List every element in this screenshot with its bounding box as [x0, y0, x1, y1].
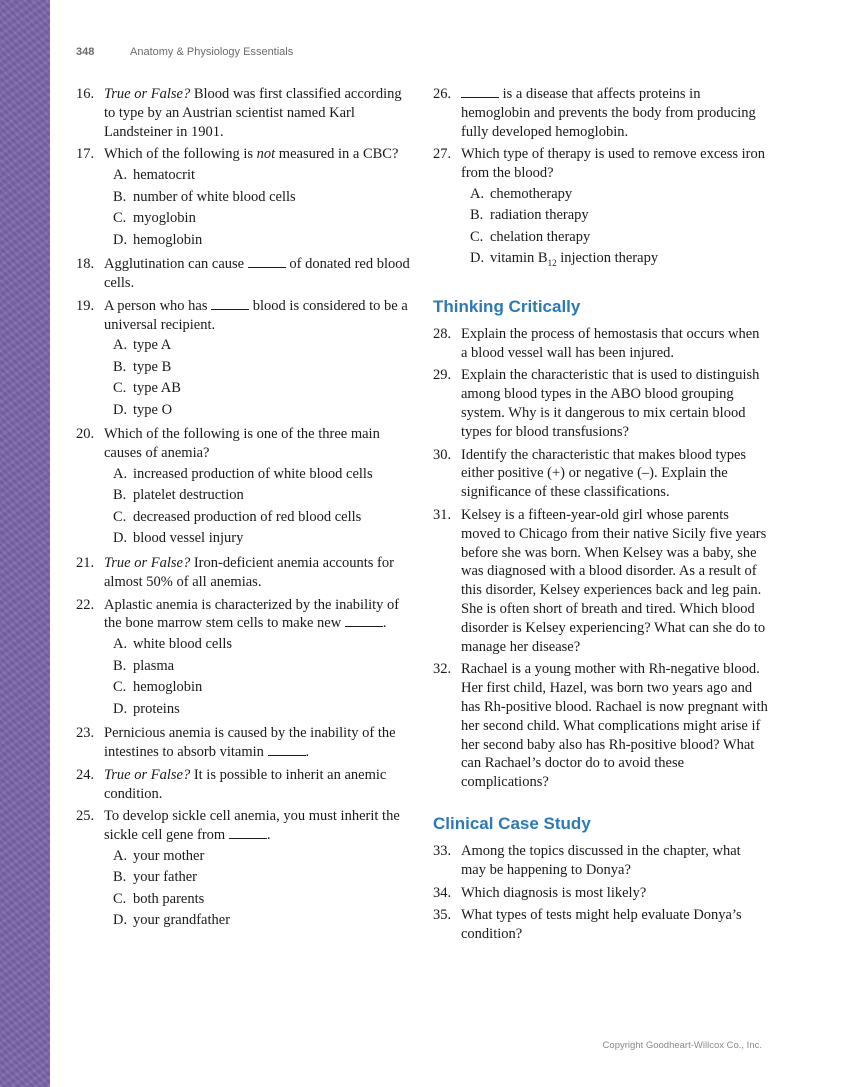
copyright-footer: Copyright Goodheart-Willcox Co., Inc. [602, 1040, 762, 1051]
question-text: Iron-deficient anemia accounts for almost 50% of all anemias. [104, 554, 394, 590]
question-text: Explain the characteristic that is used to distinguish among blood types in the ABO blood grouping system. Why is it dangerous to mix certain blood types for blood transfusions? [461, 367, 760, 440]
question-28 [433, 325, 768, 363]
question-number: 21. [76, 554, 95, 571]
question-text: Explain the process of hemostasis that occurs when a blood vessel wall has been injured. [461, 325, 760, 361]
question-number: 22. [76, 596, 95, 613]
option-letter: C. [113, 508, 127, 525]
question-number: 25. [76, 808, 95, 825]
question-number: 32. [433, 661, 452, 678]
question-text: Aplastic anemia is characterized by the inability of the bone marrow stem cells to make new [104, 596, 400, 632]
option-text: platelet destruction [133, 487, 244, 504]
option [113, 889, 416, 911]
question-18 [76, 255, 416, 293]
option-letter: D. [113, 231, 128, 248]
fill-in-blank [248, 255, 286, 268]
page-number: 348 [76, 46, 95, 58]
question-text: of donated red blood cells. [104, 256, 410, 291]
right-column [433, 85, 768, 948]
fill-in-blank [268, 743, 306, 756]
option-letter: C. [113, 210, 127, 227]
question-number: 31. [433, 507, 452, 524]
option [113, 400, 416, 422]
question-number: 16. [76, 86, 95, 102]
emphasis: not [256, 146, 276, 163]
question-number: 26. [433, 86, 452, 102]
option-text: chemotherapy [490, 185, 573, 202]
left-column [76, 85, 416, 936]
option-letter: C. [470, 228, 484, 245]
question-34 [433, 884, 768, 903]
question-text: is a disease that affects proteins in hemoglobin and prevents the body from producing fully developed hemoglobin. [461, 86, 756, 140]
question-text: A person who has [104, 297, 212, 314]
question-30 [433, 446, 768, 502]
option-letter: B. [113, 869, 127, 886]
question-number: 27. [433, 146, 452, 163]
fill-in-blank [229, 826, 267, 839]
option-letter: D. [113, 700, 128, 717]
option-text: increased production of white blood cells [133, 465, 373, 482]
question-text: Blood was first classified according to type by an Austrian scientist named Karl Landsteiner in 1901. [104, 86, 402, 140]
option [113, 464, 416, 486]
question-text: Rachael is a young mother with Rh-negative blood. Her first child, Hazel, was born two years ago and has Rh-positive blood. Rachael is now pregnant with her second child. What complications might arise if her second baby also has Rh-positive blood? What can Rachael’s doctor do to avoid these complications? [461, 661, 768, 791]
decorative-side-band [0, 0, 50, 1087]
option-letter: A. [113, 167, 128, 184]
option-text: your mother [133, 847, 205, 864]
option [470, 184, 768, 206]
option [113, 485, 416, 507]
option [113, 378, 416, 400]
option [113, 335, 416, 357]
option [113, 230, 416, 252]
question-number: 33. [433, 843, 452, 859]
options-list [461, 184, 768, 275]
option [113, 507, 416, 529]
true-false-lead: True or False? [104, 554, 191, 571]
option-letter: A. [113, 636, 128, 653]
option-letter: D. [113, 912, 128, 929]
option [113, 208, 416, 230]
option [113, 867, 416, 889]
option [113, 846, 416, 868]
book-title: Anatomy & Physiology Essentials [130, 46, 294, 58]
question-text: blood is considered to be a universal recipient. [104, 297, 408, 333]
option-letter: D. [113, 530, 128, 547]
option-letter: B. [470, 207, 484, 224]
question-35 [433, 906, 768, 944]
option-text: hemoglobin [133, 679, 203, 696]
question-text: Among the topics discussed in the chapter, what may be happening to Donya? [461, 843, 741, 878]
question-text: Pernicious anemia is caused by the inability of the intestines to absorb vitamin [104, 725, 396, 760]
question-26 [433, 85, 768, 141]
question-22 [76, 596, 416, 721]
options-list [104, 634, 416, 720]
fill-in-blank [345, 614, 383, 627]
option-text: your father [133, 869, 198, 886]
option [470, 205, 768, 227]
question-number: 20. [76, 426, 95, 443]
option-text: plasma [133, 657, 175, 674]
option-letter: B. [113, 487, 127, 504]
question-text: It is possible to inherit an anemic condition. [104, 766, 387, 802]
option [113, 634, 416, 656]
option-text: myoglobin [133, 210, 196, 227]
question-text: . [266, 827, 271, 844]
option-text: vitamin B [490, 250, 548, 267]
option-letter: C. [113, 679, 127, 696]
question-number: 28. [433, 325, 452, 342]
option [113, 187, 416, 209]
options-list [104, 335, 416, 421]
option-text: type A [133, 337, 172, 354]
option [470, 227, 768, 249]
question-32 [433, 660, 768, 792]
options-list [104, 165, 416, 251]
option [113, 528, 416, 550]
option-letter: C. [113, 380, 127, 397]
true-false-lead: True or False? [104, 766, 191, 783]
option-text: type B [133, 358, 172, 375]
option [113, 699, 416, 721]
subscript: 12 [547, 258, 557, 269]
option [113, 357, 416, 379]
option-letter: D. [113, 401, 128, 418]
question-text: Kelsey is a fifteen-year-old girl whose parents moved to Chicago from their native Sicily five years before she was born. When Kelsey was a baby, she was diagnosed with a blood disorder. As a result of this disorder, Kelsey experiences back and leg pain. She is often short of breath and tired. Which blood disorder is Kelsey experiencing? What can she do to manage her disease? [461, 507, 767, 655]
option [113, 656, 416, 678]
question-text: Which type of therapy is used to remove excess iron from the blood? [461, 146, 766, 182]
option-text: blood vessel injury [133, 530, 244, 547]
fill-in-blank [461, 85, 499, 98]
question-text: . [305, 743, 310, 760]
question-33 [433, 842, 768, 880]
option-text: hemoglobin [133, 231, 203, 248]
question-text: measured in a CBC? [275, 146, 399, 163]
options-list [104, 464, 416, 550]
question-text: Identify the characteristic that makes blood types either positive (+) or negative (–). Explain the significance of these classifications. [461, 446, 747, 501]
question-text: Agglutination can cause [104, 256, 248, 273]
option [113, 677, 416, 699]
option-letter: D. [470, 250, 485, 267]
question-27 [433, 145, 768, 274]
question-number: 23. [76, 725, 95, 742]
option-text: number of white blood cells [133, 188, 296, 205]
true-false-lead: True or False? [104, 86, 191, 102]
option-letter: B. [113, 358, 127, 375]
question-23 [76, 724, 416, 762]
question-21 [76, 554, 416, 592]
question-text: What types of tests might help evaluate Donya’s condition? [461, 907, 742, 943]
option-text: hematocrit [133, 167, 196, 184]
option [113, 910, 416, 932]
question-number: 19. [76, 297, 95, 314]
question-31 [433, 506, 768, 656]
question-number: 29. [433, 367, 452, 384]
options-list [104, 846, 416, 932]
option-text: proteins [133, 700, 180, 717]
option [113, 165, 416, 187]
question-25 [76, 807, 416, 932]
question-number: 24. [76, 766, 95, 783]
fill-in-blank [211, 297, 249, 310]
option-text: your grandfather [133, 912, 231, 929]
section-title-clinical-case-study: Clinical Case Study [433, 814, 591, 833]
option-letter: A. [470, 185, 485, 202]
question-number: 30. [433, 446, 452, 463]
option-letter: A. [113, 465, 128, 482]
option-letter: A. [113, 847, 128, 864]
question-24 [76, 766, 416, 804]
option-text: injection therapy [556, 250, 659, 267]
question-text: To develop sickle cell anemia, you must inherit the sickle cell gene from [104, 808, 400, 844]
question-29 [433, 366, 768, 441]
option-text: both parents [133, 890, 205, 907]
question-number: 18. [76, 256, 95, 273]
option-letter: B. [113, 657, 127, 674]
option [470, 248, 768, 274]
option-letter: A. [113, 337, 128, 354]
question-text: . [382, 615, 387, 632]
option-text: decreased production of red blood cells [133, 508, 362, 525]
question-16 [76, 85, 416, 141]
option-text: chelation therapy [490, 228, 591, 245]
option-text: radiation therapy [490, 207, 589, 224]
question-19 [76, 297, 416, 422]
option-letter: B. [113, 188, 127, 205]
option-letter: C. [113, 890, 127, 907]
question-text: Which of the following is one of the three main causes of anemia? [104, 426, 380, 462]
option-text: type AB [133, 380, 181, 397]
section-title-thinking-critically: Thinking Critically [433, 296, 581, 316]
question-number: 17. [76, 146, 95, 163]
question-text: Which of the following is [104, 146, 257, 163]
question-17 [76, 145, 416, 251]
question-20 [76, 425, 416, 550]
option-text: white blood cells [133, 636, 233, 653]
option-text: type O [133, 401, 173, 418]
question-text: Which diagnosis is most likely? [461, 884, 647, 901]
question-number: 34. [433, 884, 452, 901]
question-number: 35. [433, 907, 452, 924]
